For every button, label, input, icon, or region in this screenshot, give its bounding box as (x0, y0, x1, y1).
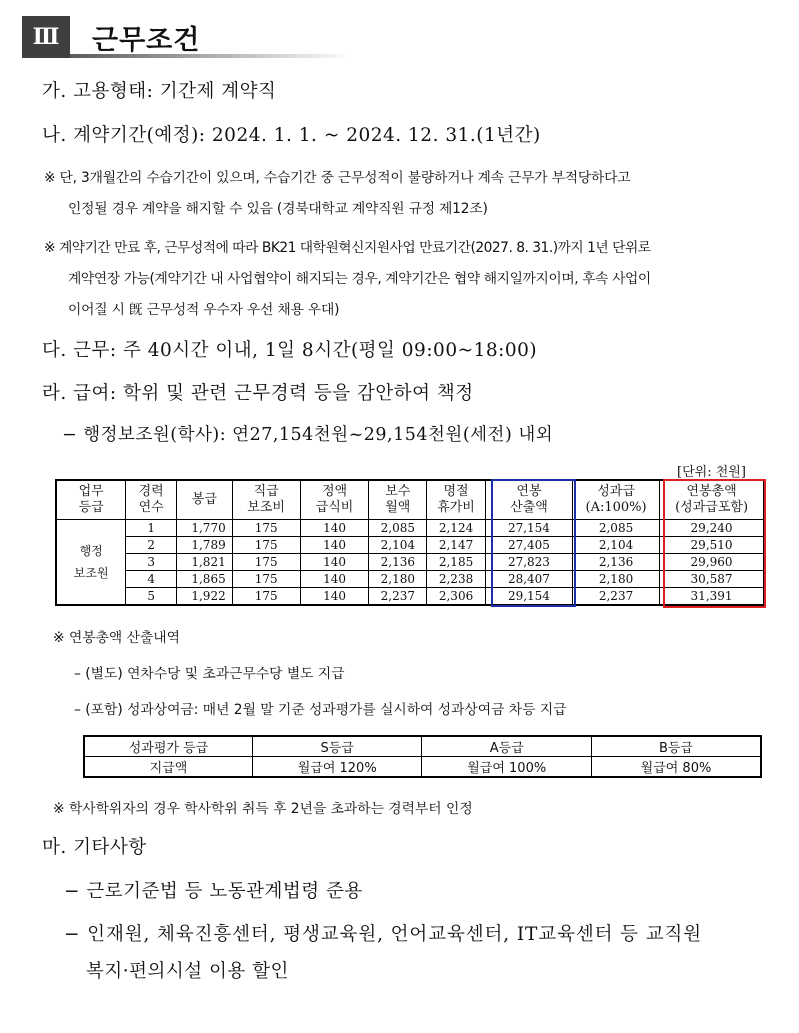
salary-cell: 2,180 (573, 571, 660, 588)
grade-cell: B등급 (591, 736, 761, 757)
salary-cell: 175 (232, 571, 300, 588)
salary-cell: 3 (126, 554, 177, 571)
header-cell: 봉급 (177, 480, 233, 520)
grade-cell: S등급 (252, 736, 422, 757)
note-probation-line1: ※ 단, 3개월간의 수습기간이 있으며, 수습기간 중 근무성적이 불량하거나 계속 근무가 부적당하다고 (44, 170, 631, 186)
salary-cell: 2,136 (369, 554, 427, 571)
salary-cell: 2,185 (427, 554, 486, 571)
salary-cell: 31,391 (660, 588, 764, 606)
salary-row (56, 537, 764, 554)
salary-cell: 2,104 (369, 537, 427, 554)
salary-cell: 1,821 (177, 554, 233, 571)
breakdown-item-included: – (포함) 성과상여금: 매년 2월 말 기준 성과평가를 실시하여 성과상여금 차등 지급 (74, 702, 567, 718)
item-ma: 마. 기타사항 (42, 837, 147, 858)
grade-cell: 월급여 80% (591, 757, 761, 778)
salary-cell: 1,789 (177, 537, 233, 554)
salary-cell: 1 (126, 520, 177, 537)
salary-cell: 4 (126, 571, 177, 588)
salary-cell: 140 (300, 520, 369, 537)
header-cell: 경력 연수 (126, 480, 177, 520)
salary-cell: 175 (232, 537, 300, 554)
header-cell: 연봉 산출액 (485, 480, 572, 520)
item-da: 다. 근무: 주 40시간 이내, 1일 8시간(평일 09:00~18:00) (42, 340, 538, 361)
salary-cell: 29,154 (485, 588, 572, 606)
salary-cell: 2,237 (369, 588, 427, 606)
breakdown-item-separate: – (별도) 연차수당 및 초과근무수당 별도 지급 (74, 666, 345, 682)
salary-cell: 29,510 (660, 537, 764, 554)
salary-cell: 2,085 (369, 520, 427, 537)
header-cell: 업무 등급 (56, 480, 126, 520)
salary-cell: 175 (232, 554, 300, 571)
header-cell: 명절 휴가비 (427, 480, 486, 520)
item-ma-sub1: − 근로기준법 등 노동관계법령 준용 (64, 881, 363, 902)
item-ra-sub: − 행정보조원(학사): 연27,154천원~29,154천원(세전) 내외 (62, 425, 554, 445)
salary-cell: 2,147 (427, 537, 486, 554)
salary-row (56, 571, 764, 588)
salary-cell: 29,960 (660, 554, 764, 571)
salary-cell: 2,104 (573, 537, 660, 554)
grade-header-row (84, 736, 761, 757)
salary-cell: 2,124 (427, 520, 486, 537)
unit-label: [단위: 천원] (677, 465, 746, 480)
salary-row (56, 554, 764, 571)
salary-cell: 175 (232, 588, 300, 606)
salary-cell: 5 (126, 588, 177, 606)
breakdown-title: ※ 연봉총액 산출내역 (53, 630, 180, 646)
section-header (22, 16, 352, 58)
salary-cell: 28,407 (485, 571, 572, 588)
grade-cell: 월급여 120% (252, 757, 422, 778)
note-degree: ※ 학사학위자의 경우 학사학위 취득 후 2년을 초과하는 경력부터 인정 (53, 801, 473, 817)
salary-cell: 2,306 (427, 588, 486, 606)
item-ma-sub2-line1: − 인재원, 체육진흥센터, 평생교육원, 언어교육센터, IT교육센터 등 교직원 (64, 924, 703, 945)
salary-row (56, 588, 764, 606)
grade-table (83, 735, 762, 778)
salary-cell: 2,237 (573, 588, 660, 606)
group-label-cell: 행정 보조원 (56, 520, 126, 606)
salary-cell: 175 (232, 520, 300, 537)
salary-cell: 2,180 (369, 571, 427, 588)
salary-cell: 140 (300, 588, 369, 606)
salary-cell: 2,136 (573, 554, 660, 571)
salary-cell: 1,865 (177, 571, 233, 588)
salary-cell: 27,823 (485, 554, 572, 571)
item-na: 나. 계약기간(예정): 2024. 1. 1. ~ 2024. 12. 31.(1년간) (42, 125, 541, 146)
section-number-badge: Ⅲ (22, 16, 70, 58)
salary-cell: 27,405 (485, 537, 572, 554)
header-cell: 직급 보조비 (232, 480, 300, 520)
note-extension-line3: 이어질 시 旣 근무성적 우수자 우선 채용 우대) (68, 302, 340, 318)
header-cell: 연봉총액 (성과급포함) (660, 480, 764, 520)
item-ma-sub2-line2: 복지·편의시설 이용 할인 (86, 961, 289, 982)
salary-cell: 30,587 (660, 571, 764, 588)
salary-cell: 2,238 (427, 571, 486, 588)
salary-cell: 1,922 (177, 588, 233, 606)
grade-cell: A등급 (422, 736, 592, 757)
note-probation-line2: 인정될 경우 계약을 해지할 수 있음 (경북대학교 계약직원 규정 제12조) (68, 201, 488, 217)
salary-cell: 140 (300, 571, 369, 588)
header-cell: 보수 월액 (369, 480, 427, 520)
salary-cell: 2 (126, 537, 177, 554)
item-ra: 라. 급여: 학위 및 관련 근무경력 등을 감안하여 책정 (42, 383, 474, 404)
note-extension-line2: 계약연장 가능(계약기간 내 사업협약이 해지되는 경우, 계약기간은 협약 해지일까지이며, 후속 사업이 (68, 271, 651, 287)
header-cell: 성과급 (A:100%) (573, 480, 660, 520)
salary-table (55, 479, 765, 606)
salary-cell: 140 (300, 554, 369, 571)
salary-cell: 140 (300, 537, 369, 554)
salary-row (56, 520, 764, 537)
salary-cell: 1,770 (177, 520, 233, 537)
header-cell: 정액 급식비 (300, 480, 369, 520)
salary-cell: 27,154 (485, 520, 572, 537)
item-ga: 가. 고용형태: 기간제 계약직 (42, 81, 277, 102)
note-extension-line1: ※ 계약기간 만료 후, 근무성적에 따라 BK21 대학원혁신지원사업 만료기간(2027. 8. 31.)까지 1년 단위로 (44, 240, 651, 256)
section-title: 근무조건 (92, 25, 201, 56)
grade-cell: 월급여 100% (422, 757, 592, 778)
salary-cell: 29,240 (660, 520, 764, 537)
grade-cell: 지급액 (84, 757, 252, 778)
grade-value-row (84, 757, 761, 778)
salary-cell: 2,085 (573, 520, 660, 537)
grade-cell: 성과평가 등급 (84, 736, 252, 757)
salary-header-row (56, 480, 764, 520)
